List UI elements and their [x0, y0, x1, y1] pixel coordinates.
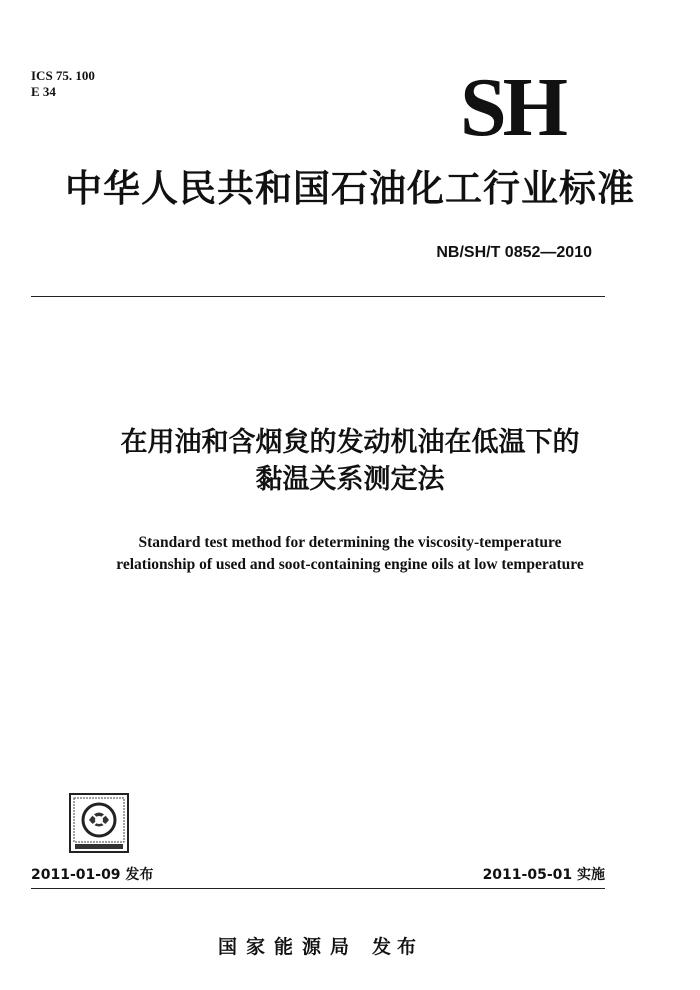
chinese-title-line-2: 黏温关系测定法: [255, 464, 445, 495]
sh-logo: SH: [459, 61, 565, 154]
standard-number: NB/SH/T 0852—2010: [436, 244, 592, 261]
publisher-line: [0, 932, 640, 959]
classification-codes: [31, 68, 95, 100]
ccs-code: E 34: [31, 84, 56, 99]
issue-date: 2011-01-09 发布: [31, 867, 154, 883]
publisher-verb: 发布: [372, 936, 423, 958]
chinese-title-line-1: 在用油和含烟炱的发动机油在低温下的: [120, 427, 580, 458]
organization-title: 中华人民共和国石油化工行业标准: [65, 167, 635, 210]
ics-code: ICS 75. 100: [31, 68, 95, 83]
publisher-name: 国家能源局: [217, 936, 358, 958]
effective-date: 2011-05-01 实施: [482, 867, 605, 883]
english-title: [20, 532, 680, 576]
bottom-divider: [31, 888, 605, 889]
english-title-line-2: relationship of used and soot-containing engine oils at low temperature: [116, 556, 584, 573]
chinese-title: [20, 424, 680, 498]
top-divider: [31, 296, 605, 297]
publisher-seal-icon: [69, 793, 129, 853]
english-title-line-1: Standard test method for determining the viscosity-temperature: [138, 534, 562, 551]
